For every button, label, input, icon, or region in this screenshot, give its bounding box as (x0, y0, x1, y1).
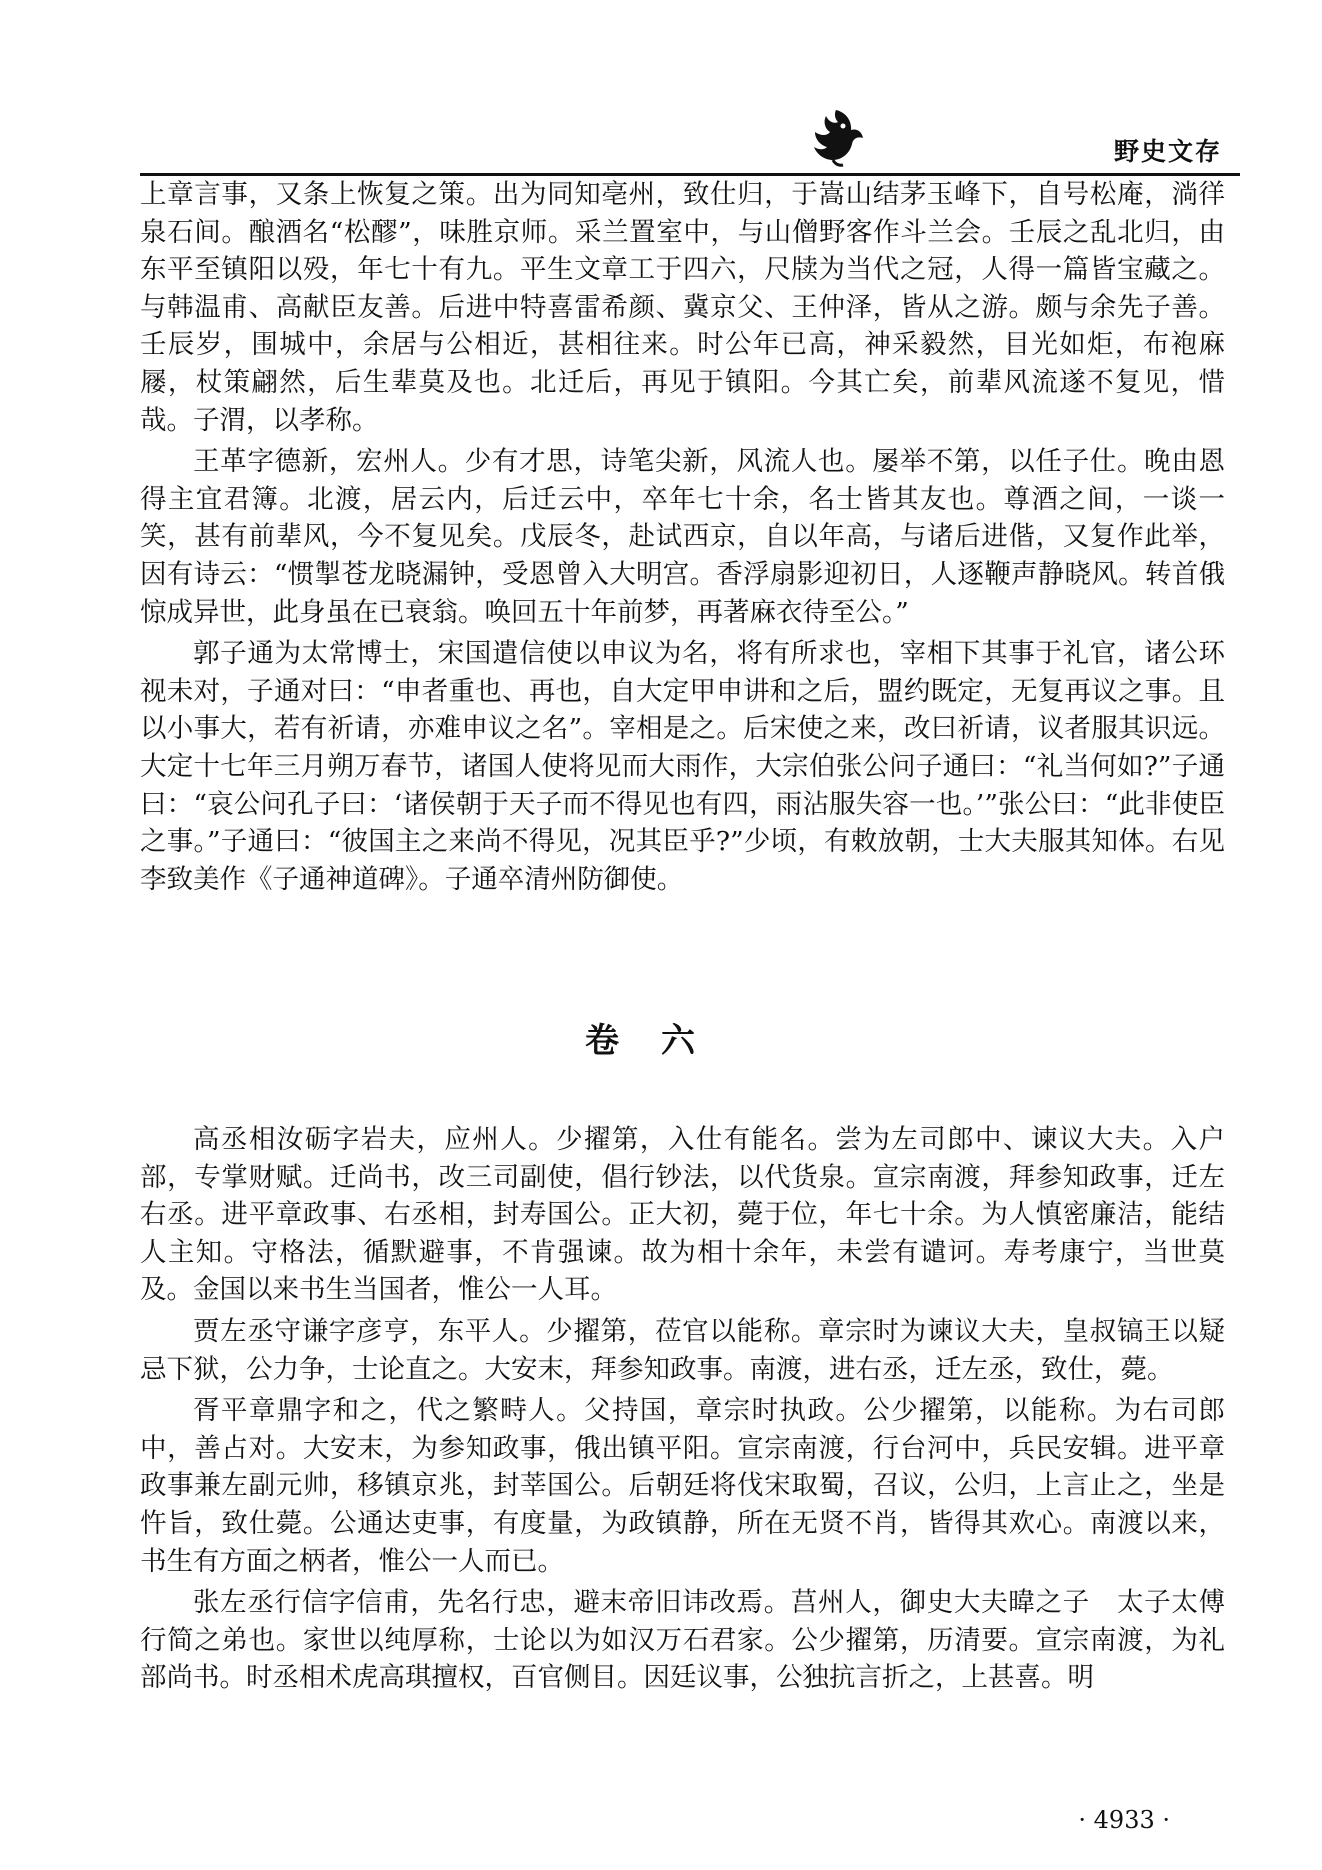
paragraph: 胥平章鼎字和之，代之繁畤人。父持国，章宗时执政。公少擢第，以能称。为右司郎中，善占对。大安末，为参知政事，俄出镇平阳。宣宗南渡，行台河中，兵民安辑。进平章政事兼左副元帅，移镇京兆，封莘国公。后朝廷将伐宋取蜀，召议，公归，上言止之，坐是忤旨，致仕薨。公通达吏事，有度量，为政镇静，所在无贤不肖，皆得其欢心。南渡以来，书生有方面之柄者，惟公一人而已。 (140, 1395, 1225, 1577)
chapter-title: 卷六 (585, 1021, 737, 1061)
paragraph: 上章言事，又条上恢复之策。出为同知亳州，致仕归，于嵩山结茅玉峰下，自号松庵，淌徉泉石间。酿酒名“松醪”，味胜京师。采兰置室中，与山僧野客作斗兰会。壬辰之乱北归，由东平至镇阳以殁，年七十有九。平生文章工于四六，尺牍为当代之冠，人得一篇皆宝藏之。与韩温甫、高献臣友善。后进中特喜雷希颜、冀京父、王仲泽，皆从之游。颇与余先子善。壬辰岁，围城中，余居与公相近，甚相往来。时公年已高，神采毅然，目光如炬，布袍麻屦，杖策翩然，后生辈莫及也。北迁后，再见于镇阳。今其亡矣，前辈风流遂不复见，惜哉。子渭，以孝称。 (140, 179, 1225, 436)
section-2-text (140, 1117, 1225, 1697)
paragraph: 张左丞行信字信甫，先名行忠，避末帝旧讳改焉。莒州人，御史大夫暐之子 太子太傅行简之弟也。家世以纯厚称，士论以为如汉万石君家。公少擢第，历清要。宣宗南渡，为礼部尚书。时丞相术虎高琪擅权，百官侧目。因廷议事，公独抗言折之，上甚喜。明 (140, 1587, 1225, 1694)
page-number: · 4933 · (1078, 1806, 1170, 1834)
paragraph: 高丞相汝砺字岩夫，应州人。少擢第，入仕有能名。尝为左司郎中、谏议大夫。入户部，专掌财赋。迁尚书，改三司副使，倡行钞法，以代货泉。宣宗南渡，拜参知政事，迁左右丞。进平章政事、右丞相，封寿国公。正大初，薨于位，年七十余。为人慎密廉洁，能结人主知。守格法，循默避事，不肯强谏。故为相十余年，未尝有谴诃。寿考康宁，当世莫及。金国以来书生当国者，惟公一人耳。 (140, 1124, 1225, 1306)
series-title: 野史文存 (1113, 137, 1222, 166)
dragon-emblem-icon (805, 106, 867, 168)
paragraph: 贾左丞守谦字彦亨，东平人。少擢第，莅官以能称。章宗时为谏议大夫，皇叔镐王以疑忌下狱，公力争，士论直之。大安末，拜参知政事。南渡，进右丞，迁左丞，致仕，薨。 (140, 1315, 1225, 1385)
paragraph: 郭子通为太常博士，宋国遣信使以申议为名，将有所求也，宰相下其事于礼官，诸公环视未对，子通对曰：“申者重也、再也，自大定甲申讲和之后，盟约既定，无复再议之事。且以小事大，若有祈请，亦难申议之名”。宰相是之。后宋使之来，改曰祈请，议者服其识远。大定十七年三月朔万春节，诸国人使将见而大雨作，大宗伯张公问子通曰：“礼当何如?”子通曰：“哀公问孔子曰：‘诸侯朝于天子而不得见也有四，雨沾服失容一也。’”张公曰：“此非使臣之事。”子通曰：“彼国主之来尚不得见，况其臣乎?”少顷，有敕放朝，士大夫服其知体。右见李致美作《子通神道碑》。子通卒清州防御使。 (140, 638, 1225, 895)
section-1-text (140, 176, 1225, 898)
paragraph: 王革字德新，宏州人。少有才思，诗笔尖新，风流人也。屡举不第，以任子仕。晚由恩得主宜君簿。北渡，居云内，后迁云中，卒年七十余，名士皆其友也。尊酒之间，一谈一笑，甚有前辈风，今不复见矣。戊辰冬，赴试西京，自以年高，与诸后进偕，又复作此举，因有诗云：“惯掣苍龙晓漏钟，受恩曾入大明宫。香浮扇影迎初日，人逐鞭声静晓风。转首俄惊成异世，此身虽在已衰翁。唤回五十年前梦，再著麻衣待至公。” (140, 446, 1225, 628)
running-header (140, 96, 1240, 176)
